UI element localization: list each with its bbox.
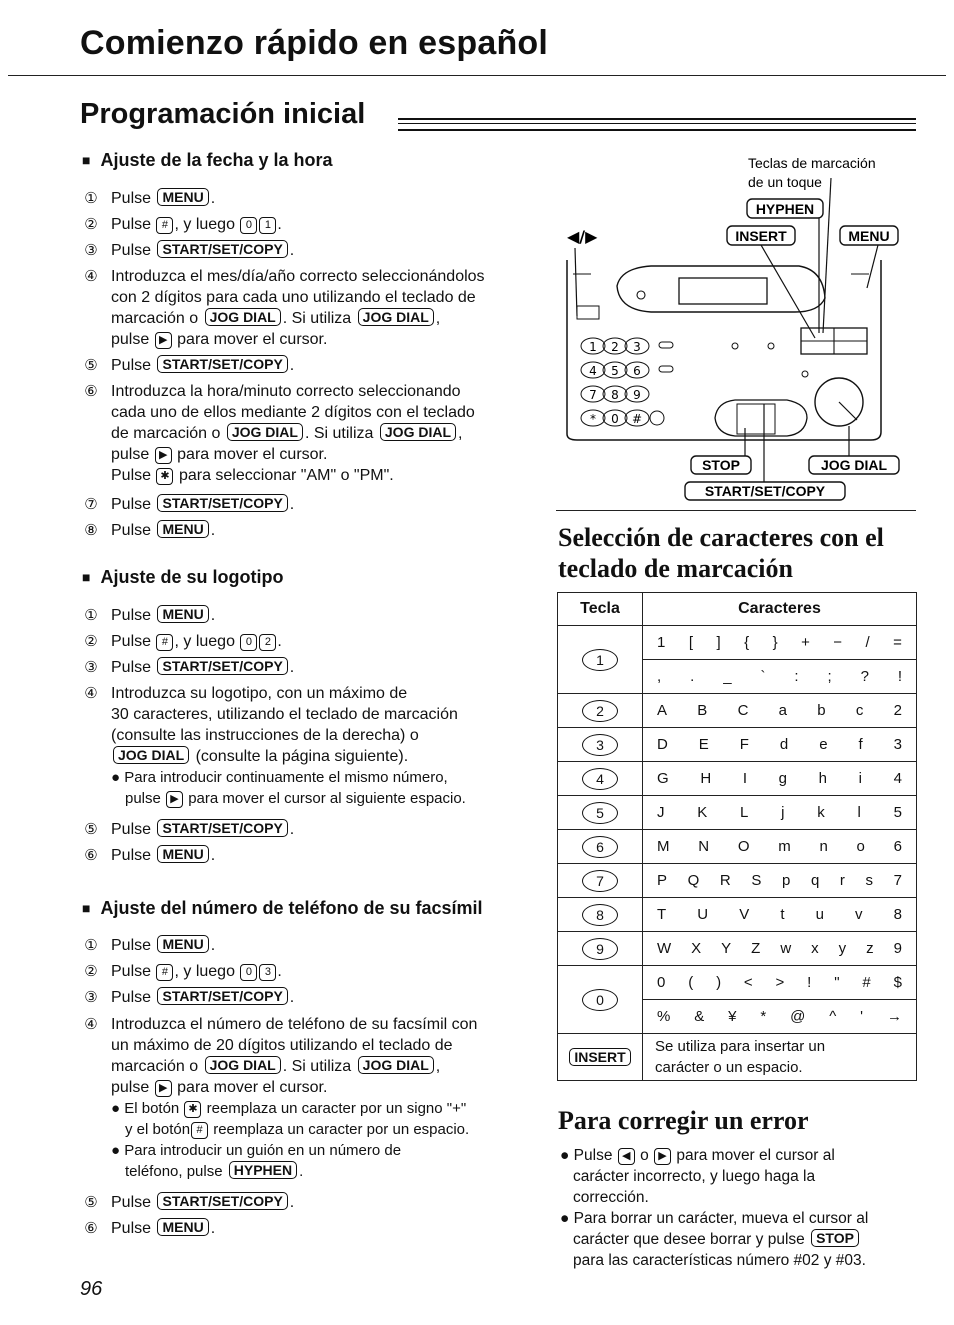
char-cell: $ <box>893 974 902 991</box>
section-heading: Programación inicial <box>80 98 366 130</box>
char-cell: I <box>742 770 747 787</box>
svg-text:2: 2 <box>611 340 619 354</box>
dial-key-8: 8 <box>582 904 618 926</box>
char-cell: s <box>865 872 873 889</box>
table-row <box>558 796 917 830</box>
char-cell: i <box>858 770 862 787</box>
char-cell: l <box>857 804 861 821</box>
char-cell: e <box>819 736 828 753</box>
char-cell: R <box>719 872 731 889</box>
callout-line-2: de un toque <box>748 174 822 190</box>
logo-section-title: ■ Ajuste de su logotipo <box>82 567 283 588</box>
menu-label: MENU <box>848 228 890 244</box>
char-cell: m <box>778 838 791 855</box>
hash-key: # <box>156 964 173 981</box>
char-cell: : <box>794 668 799 685</box>
fix-error-title: Para corregir un error <box>558 1106 809 1135</box>
jog-dial-key: JOG DIAL <box>227 423 303 441</box>
page-number: 96 <box>80 1278 103 1300</box>
char-cell: _ <box>723 668 732 685</box>
char-cell: M <box>657 838 670 855</box>
title-rule <box>8 75 946 76</box>
char-cell: c <box>855 702 864 719</box>
zero-key: 0 <box>240 964 257 981</box>
char-cell: h <box>818 770 827 787</box>
two-key: 2 <box>259 634 276 651</box>
char-cell: O <box>737 838 750 855</box>
char-cell: & <box>694 1008 705 1025</box>
char-cell: F <box>739 736 749 753</box>
start-set-copy-key: START/SET/COPY <box>157 819 287 837</box>
hash-key: # <box>156 217 173 234</box>
char-cell: ( <box>688 974 694 991</box>
jog-dial-key: JOG DIAL <box>358 308 434 326</box>
start-set-copy-key: START/SET/COPY <box>157 657 287 675</box>
svg-text:5: 5 <box>611 364 619 378</box>
svg-text:6: 6 <box>633 364 641 378</box>
char-cell: t <box>780 906 785 923</box>
char-cell: → <box>886 1008 902 1025</box>
char-cell: B <box>697 702 708 719</box>
dial-key-4: 4 <box>582 768 618 790</box>
table-row <box>558 898 917 932</box>
dial-key-5: 5 <box>582 802 618 824</box>
char-cell: 3 <box>893 736 902 753</box>
char-cell: V <box>739 906 750 923</box>
char-cell: L <box>740 804 749 821</box>
dial-key-7: 7 <box>582 870 618 892</box>
svg-text:9: 9 <box>633 388 641 402</box>
page-title: Comienzo rápido en español <box>80 24 549 62</box>
char-cell: Q <box>687 872 700 889</box>
char-cell: A <box>657 702 668 719</box>
right-arrow-key: ▶ <box>155 447 172 464</box>
table-header-key: Tecla <box>558 593 643 626</box>
left-arrow-key: ◀ <box>618 1148 635 1165</box>
char-cell: ! <box>807 974 812 991</box>
right-arrow-key: ▶ <box>654 1148 671 1165</box>
dial-key-6: 6 <box>582 836 618 858</box>
char-cell: q <box>810 872 820 889</box>
start-set-copy-key: START/SET/COPY <box>157 494 287 512</box>
hash-key: # <box>191 1122 208 1139</box>
menu-key: MENU <box>157 1218 208 1236</box>
one-key: 1 <box>259 217 276 234</box>
char-cell: w <box>780 940 792 957</box>
dial-key-3: 3 <box>582 734 618 756</box>
arrows-label: ◀/▶ <box>567 227 598 246</box>
char-cell: 2 <box>893 702 902 719</box>
stop-key: STOP <box>811 1229 859 1247</box>
char-cell: o <box>856 838 865 855</box>
char-cell: ; <box>827 668 832 685</box>
date-time-section-title: ■ Ajuste de la fecha y la hora <box>82 150 333 171</box>
char-cell: D <box>657 736 668 753</box>
start-set-copy-key: START/SET/COPY <box>157 240 287 258</box>
char-cell: Y <box>721 940 732 957</box>
char-cell: { <box>744 634 750 651</box>
char-cell: N <box>698 838 710 855</box>
start-set-copy-key: START/SET/COPY <box>157 1192 287 1210</box>
char-cell: P <box>657 872 668 889</box>
stop-label: STOP <box>702 457 740 473</box>
char-cell: f <box>858 736 863 753</box>
char-cell: ` <box>760 668 766 685</box>
char-cell: } <box>772 634 778 651</box>
char-cell: ! <box>897 668 902 685</box>
char-cell: ' <box>860 1008 864 1025</box>
insert-key: INSERT <box>569 1048 630 1066</box>
char-cell: b <box>817 702 826 719</box>
menu-key: MENU <box>157 845 208 863</box>
char-cell: Z <box>751 940 761 957</box>
char-cell: # <box>862 974 871 991</box>
char-cell: = <box>893 634 902 651</box>
char-cell: J <box>657 804 665 821</box>
three-key: 3 <box>259 964 276 981</box>
char-cell: . <box>690 668 695 685</box>
diagram-rule <box>556 510 916 511</box>
table-row <box>558 762 917 796</box>
jog-dial-label: JOG DIAL <box>820 457 888 473</box>
heading-rule <box>398 118 916 131</box>
char-cell: H <box>700 770 712 787</box>
char-cell: d <box>779 736 789 753</box>
fax-panel-diagram <box>555 148 925 508</box>
svg-text:#: # <box>631 412 643 426</box>
char-cell: a <box>778 702 788 719</box>
menu-key: MENU <box>157 935 208 953</box>
char-cell: − <box>833 634 843 651</box>
table-row <box>558 626 917 660</box>
char-cell: z <box>866 940 874 957</box>
char-selection-title: Selección de caracteres con el teclado de marcación <box>558 523 884 583</box>
char-cell: u <box>815 906 824 923</box>
zero-key: 0 <box>240 217 257 234</box>
char-cell: ^ <box>829 1008 837 1025</box>
jog-dial-key: JOG DIAL <box>205 1056 281 1074</box>
hyphen-key: HYPHEN <box>229 1161 297 1179</box>
svg-text:7: 7 <box>589 388 597 402</box>
insert-description: Se utiliza para insertar un carácter o un espacio. <box>643 1034 917 1081</box>
char-cell: 7 <box>893 872 902 889</box>
char-cell: ) <box>716 974 722 991</box>
jog-dial-key: JOG DIAL <box>380 423 456 441</box>
hash-key: # <box>156 634 173 651</box>
menu-key: MENU <box>157 520 208 538</box>
char-cell: 1 <box>657 634 666 651</box>
dial-key-2: 2 <box>582 700 618 722</box>
fix-error-body: ● Pulse ◀ o ▶ para mover el cursor al carácter incorrecto, y luego haga la corrección. ● Para borrar un carácter, mueva el cursor al carácter que desee borrar y pulse STOP para las características número #02 y #03. <box>560 1147 869 1269</box>
char-cell: E <box>698 736 709 753</box>
char-cell: G <box>657 770 669 787</box>
char-cell: , <box>657 668 662 685</box>
char-cell: v <box>855 906 863 923</box>
jog-dial-key: JOG DIAL <box>358 1056 434 1074</box>
start-set-copy-key: START/SET/COPY <box>157 355 287 373</box>
callout-line-1: Teclas de marcación <box>748 155 876 171</box>
char-cell: ? <box>860 668 869 685</box>
char-cell: [ <box>688 634 693 651</box>
table-row <box>558 932 917 966</box>
char-cell: g <box>778 770 787 787</box>
jog-dial-key: JOG DIAL <box>113 746 189 764</box>
right-arrow-key: ▶ <box>155 1080 172 1097</box>
char-cell: W <box>657 940 672 957</box>
star-key: ✱ <box>156 468 173 485</box>
table-row <box>558 966 917 1000</box>
char-cell: p <box>781 872 791 889</box>
char-cell: S <box>751 872 762 889</box>
char-cell: n <box>819 838 828 855</box>
table-row <box>558 694 917 728</box>
menu-key: MENU <box>157 605 208 623</box>
zero-key: 0 <box>240 634 257 651</box>
char-cell: 9 <box>893 940 902 957</box>
char-cell: ¥ <box>728 1008 737 1025</box>
character-table <box>557 592 917 1081</box>
dial-key-1: 1 <box>582 649 618 671</box>
char-cell: + <box>801 634 810 651</box>
char-cell: T <box>657 906 667 923</box>
right-arrow-key: ▶ <box>155 332 172 349</box>
char-cell: 5 <box>893 804 902 821</box>
table-row <box>558 864 917 898</box>
right-arrow-key: ▶ <box>166 791 183 808</box>
char-cell: x <box>811 940 819 957</box>
char-cell: 8 <box>893 906 902 923</box>
char-cell: k <box>817 804 825 821</box>
char-cell: ] <box>716 634 721 651</box>
char-cell: @ <box>790 1008 806 1025</box>
svg-text:3: 3 <box>633 340 641 354</box>
table-row <box>558 830 917 864</box>
table-row <box>558 728 917 762</box>
char-cell: y <box>838 940 847 957</box>
insert-label: INSERT <box>735 228 787 244</box>
char-cell: % <box>657 1008 671 1025</box>
start-set-copy-label: START/SET/COPY <box>704 483 826 499</box>
svg-text:*: * <box>590 412 596 426</box>
svg-text:8: 8 <box>611 388 619 402</box>
fax-number-section-title: ■ Ajuste del número de teléfono de su facsímil <box>82 898 483 919</box>
char-cell: j <box>781 804 785 821</box>
char-cell: * <box>760 1008 767 1025</box>
svg-text:4: 4 <box>589 364 597 378</box>
svg-text:1: 1 <box>589 340 597 354</box>
start-set-copy-key: START/SET/COPY <box>157 987 287 1005</box>
dial-key-0: 0 <box>582 989 618 1011</box>
char-cell: U <box>697 906 709 923</box>
jog-dial-key: JOG DIAL <box>205 308 281 326</box>
char-cell: K <box>697 804 708 821</box>
char-cell: / <box>865 634 870 651</box>
char-cell: C <box>737 702 749 719</box>
char-cell: > <box>775 974 785 991</box>
char-cell: 6 <box>893 838 902 855</box>
char-cell: " <box>834 974 840 991</box>
svg-text:0: 0 <box>611 412 619 426</box>
char-cell: 4 <box>893 770 902 787</box>
char-cell: < <box>743 974 753 991</box>
table-header-chars: Caracteres <box>643 593 917 626</box>
dial-key-9: 9 <box>582 938 618 960</box>
char-cell: X <box>691 940 702 957</box>
char-cell: r <box>839 872 845 889</box>
menu-key: MENU <box>157 188 208 206</box>
char-cell: 0 <box>657 974 666 991</box>
hyphen-label: HYPHEN <box>755 201 815 217</box>
star-key: ✱ <box>184 1101 201 1118</box>
